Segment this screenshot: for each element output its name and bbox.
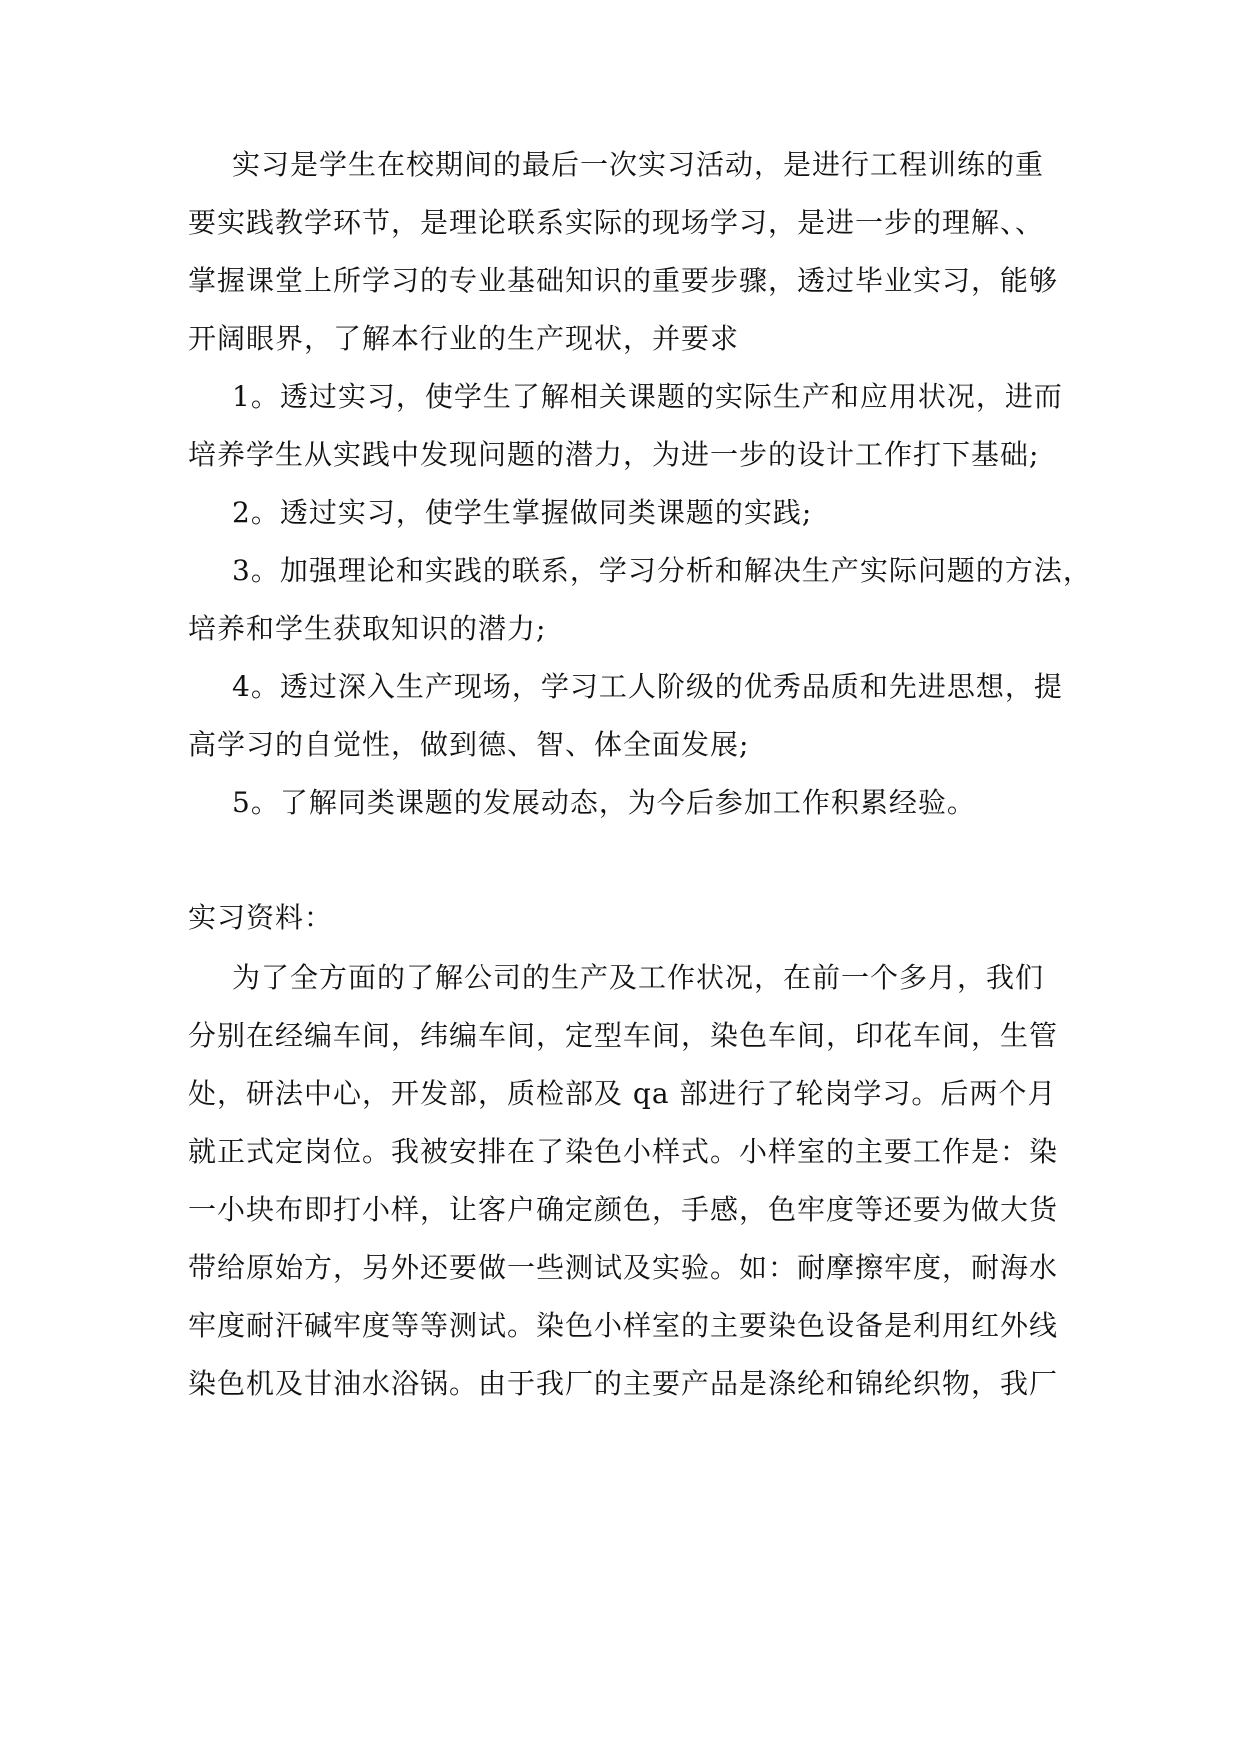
intro-line-4: 开阔眼界，了解本行业的生产现状，并要求 bbox=[188, 322, 740, 355]
intro-line-1: 实习是学生在校期间的最后一次实习活动，是进行工程训练的重 bbox=[232, 148, 1045, 181]
item-4-line-1: 4。透过深入生产现场，学习工人阶级的优秀品质和先进思想，提 bbox=[232, 670, 1063, 703]
item-3-line-2: 培养和学生获取知识的潜力; bbox=[188, 612, 547, 645]
item-3-line-1: 3。加强理论和实践的联系，学习分析和解决生产实际问题的方法， bbox=[232, 554, 1092, 587]
body-line-7: 牢度耐汗碱牢度等等测试。染色小样室的主要染色设备是利用红外线 bbox=[188, 1309, 1059, 1342]
intro-line-3: 掌握课堂上所学习的专业基础知识的重要步骤，透过毕业实习，能够 bbox=[188, 264, 1059, 297]
item-2-line-1: 2。透过实习，使学生掌握做同类课题的实践; bbox=[232, 496, 813, 529]
item-4-line-2: 高学习的自觉性，做到德、智、体全面发展; bbox=[188, 728, 750, 761]
body-line-3: 处，研法中心，开发部，质检部及 qa 部进行了轮岗学习。后两个月 bbox=[188, 1077, 1057, 1110]
body-line-8: 染色机及甘油水浴锅。由于我厂的主要产品是涤纶和锦纶织物，我厂 bbox=[188, 1367, 1059, 1400]
item-1-line-2: 培养学生从实践中发现问题的潜力，为进一步的设计工作打下基础; bbox=[188, 438, 1040, 471]
body-line-6: 带给原始方，另外还要做一些测试及实验。如：耐摩擦牢度，耐海水 bbox=[188, 1251, 1059, 1284]
body-line-2: 分别在经编车间，纬编车间，定型车间，染色车间，印花车间，生管 bbox=[188, 1019, 1059, 1052]
section-heading: 实习资料： bbox=[188, 901, 334, 934]
item-1-line-1: 1。透过实习，使学生了解相关课题的实际生产和应用状况，进而 bbox=[232, 380, 1063, 413]
body-line-1: 为了全方面的了解公司的生产及工作状况，在前一个多月，我们 bbox=[232, 961, 1045, 994]
item-5-line-1: 5。了解同类课题的发展动态，为今后参加工作积累经验。 bbox=[232, 786, 976, 819]
body-line-5: 一小块布即打小样，让客户确定颜色，手感，色牢度等还要为做大货 bbox=[188, 1193, 1059, 1226]
intro-line-2: 要实践教学环节，是理论联系实际的现场学习，是进一步的理解、、 bbox=[188, 206, 1045, 239]
body-line-4: 就正式定岗位。我被安排在了染色小样式。小样室的主要工作是：染 bbox=[188, 1135, 1059, 1168]
